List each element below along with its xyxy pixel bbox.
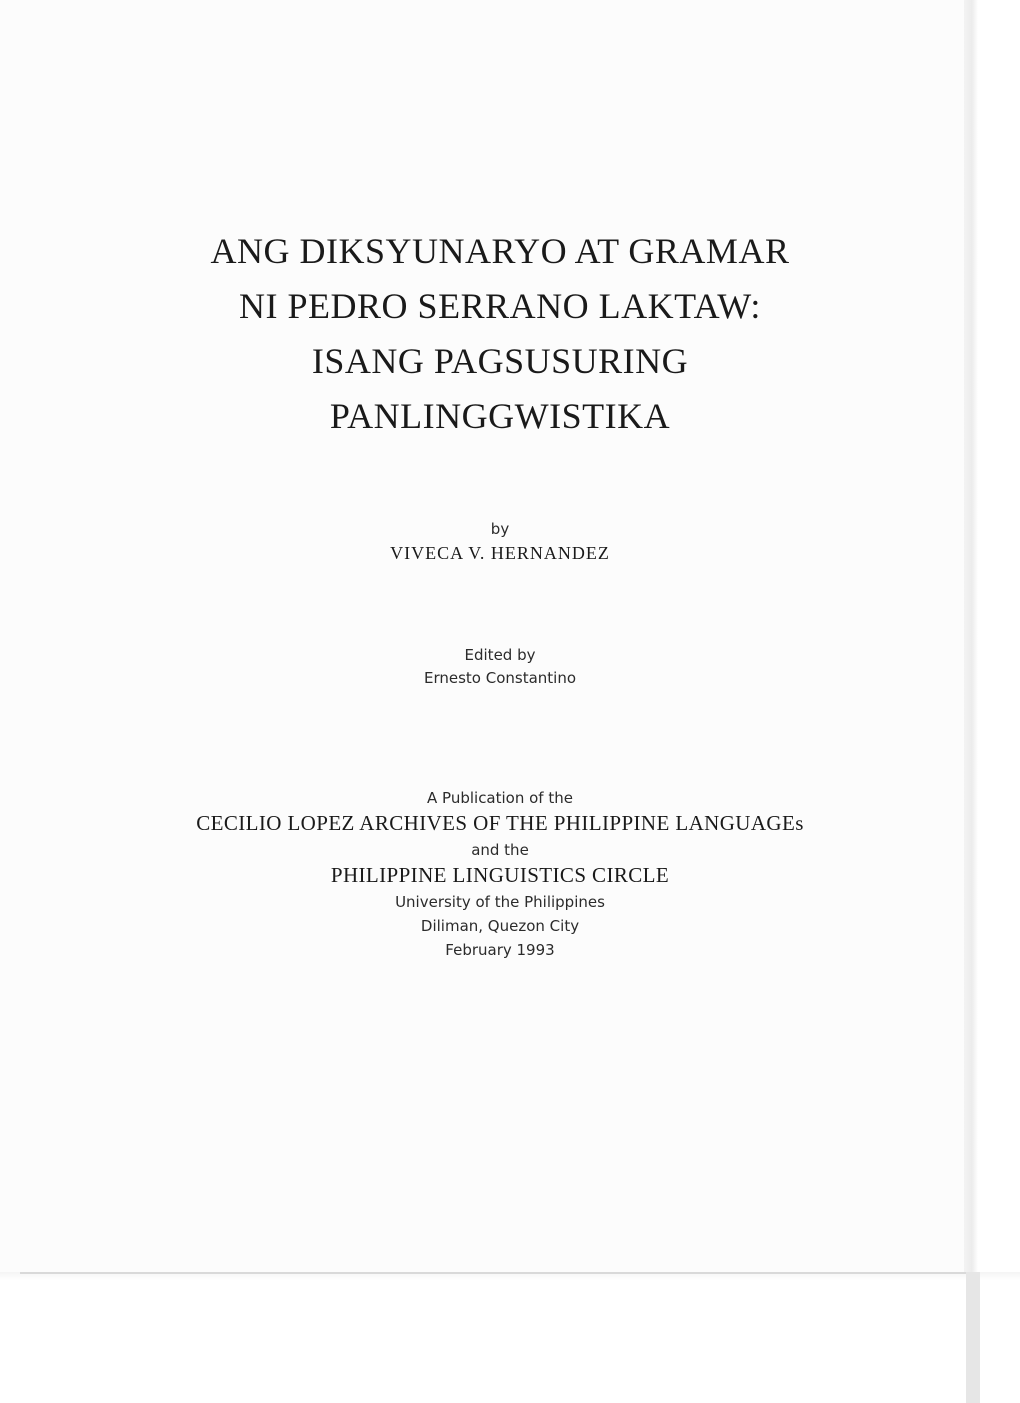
circle-name: PHILIPPINE LINGUISTICS CIRCLE — [330, 863, 670, 887]
paper-edge-right — [964, 0, 1020, 1403]
university-name: University of the Philippines — [395, 893, 605, 911]
publication-intro: A Publication of the — [427, 789, 573, 807]
paper-edge-bottom — [0, 1272, 1020, 1403]
paper-fold-line — [20, 1272, 970, 1274]
by-label: by — [490, 520, 510, 538]
edited-by-label: Edited by — [464, 646, 536, 664]
publication-place: Diliman, Quezon City — [420, 917, 580, 935]
archive-name: CECILIO LOPEZ ARCHIVES OF THE PHILIPPINE LANGUAGEs — [196, 811, 804, 835]
title-line-2: NI PEDRO SERRANO LAKTAW: — [239, 286, 761, 326]
title-line-4: PANLINGGWISTIKA — [329, 396, 671, 436]
paper-edge-corner — [966, 1272, 980, 1403]
publication-date: February 1993 — [445, 941, 555, 959]
author-name: VIVECA V. HERNANDEZ — [390, 543, 610, 563]
document-title — [60, 224, 940, 444]
title-line-1: ANG DIKSYUNARYO AT GRAMAR — [210, 231, 790, 271]
publication-conjunction: and the — [471, 841, 529, 859]
title-line-3: ISANG PAGSUSURING — [311, 341, 689, 381]
editor-name: Ernesto Constantino — [423, 669, 577, 687]
